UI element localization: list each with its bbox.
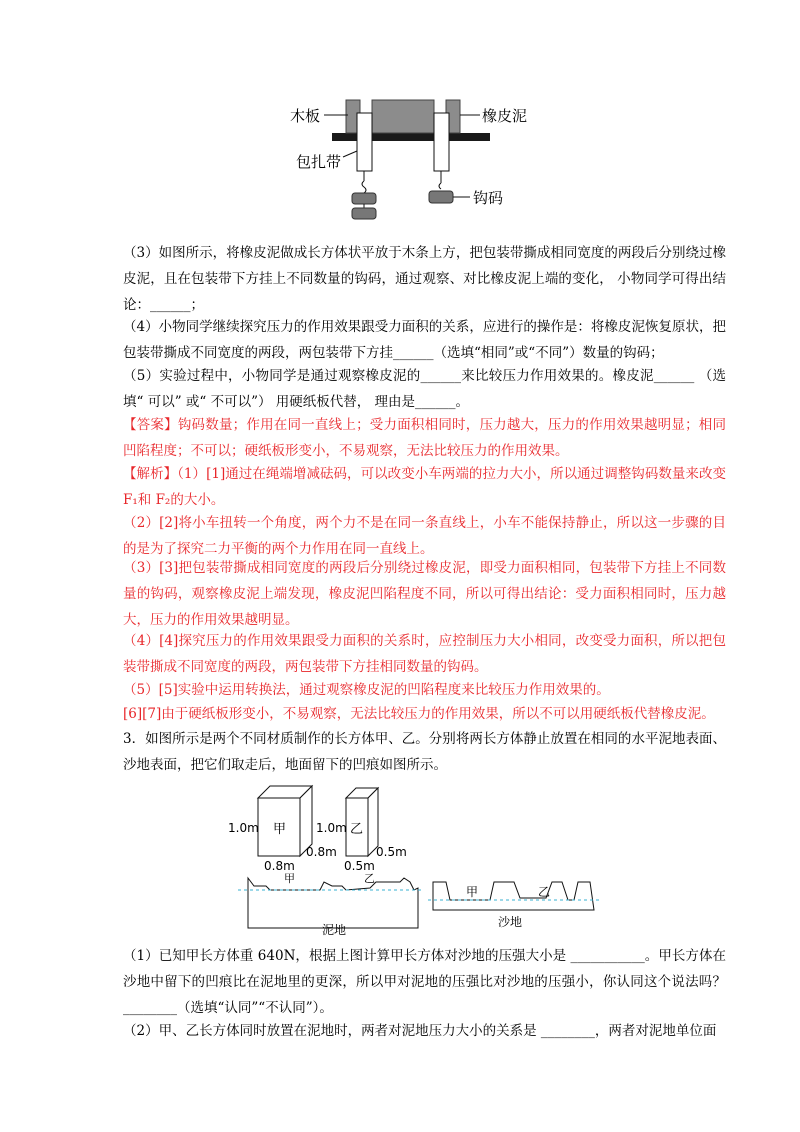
label-weight: 钩码	[473, 189, 504, 207]
problem-3-intro: 3．如图所示是两个不同材质制作的长方体甲、乙。分别将两长方体静止放置在相同的水平泥地表面、沙地表面，把它们取走后，地面留下的凹痕如图所示。	[123, 731, 726, 773]
weight-left-2	[352, 208, 376, 219]
analysis-2: （2）[2]将小车扭转一个角度，两个力不是在同一条直线上，小车不能保持静止，所以这一步骤的目的是为了探究二力平衡的两个力作用在同一直线上。	[123, 515, 726, 557]
apparatus-figure	[290, 95, 530, 220]
analysis-3: （3）[3]把包装带撕成相同宽度的两段后分别绕过橡皮泥，即受力面积相同，包装带下方挂上不同数量的钩码，观察橡皮泥上端发现，橡皮泥凹陷程度不同，所以可得出结论：受力面积相同时，压力越大，压力的作用效果越明显。	[123, 560, 726, 628]
q3-paragraph: （3）如图所示，将橡皮泥做成长方体状平放于木条上方，把包装带撕成相同宽度的两段后分别绕过橡皮泥，且在包装带下方挂上不同数量的钩码，通过观察、对比橡皮泥上端的变化， 小物同学可得出结论：______；	[123, 245, 726, 313]
yi-depth: 0.5m	[376, 845, 407, 859]
jia-label: 甲	[273, 822, 287, 837]
mud-jia: 甲	[284, 872, 295, 885]
analysis-4: （4）[4]探究压力的作用效果跟受力面积的关系时，应控制压力大小相同，改变受力面积，所以把包装带撕成不同宽度的两段，两包装带下方挂相同数量的钩码。	[123, 633, 726, 675]
label-board: 木板	[290, 107, 321, 125]
question-3-1: （1）已知甲长方体重 640N，根据上图计算甲长方体对沙地的压强大小是 ___________。甲长方体在沙地中留下的凹痕比在泥地里的更深，所以甲对泥地的压强比对沙地的压强小，你认同这个说法吗？________（选填“认同”“不认同”）。	[123, 948, 726, 1016]
jia-height: 1.0m	[228, 821, 259, 835]
analysis-1: 【解析】（1）[1]通过在绳端增减砝码，可以改变小车两端的拉力大小，所以通过调整钩码数量来改变 F₁和 F₂的大小。	[123, 466, 731, 508]
sand-jia: 甲	[466, 885, 479, 899]
analysis-tag: 【解析】	[123, 466, 178, 482]
yi-height: 1.0m	[316, 821, 347, 835]
blocks-figure	[228, 778, 608, 938]
mud-yi: 乙	[364, 872, 375, 885]
label-strap: 包扎带	[296, 153, 342, 171]
label-clay: 橡皮泥	[482, 107, 528, 125]
analysis-5: （5）[5]实验中运用转换法，通过观察橡皮泥的凹陷程度来比较压力作用效果的。	[123, 682, 610, 698]
answer-tag: 【答案】	[123, 417, 178, 433]
block-jia	[258, 786, 312, 856]
board-bar	[332, 133, 490, 141]
jia-depth: 0.8m	[306, 845, 337, 859]
left-strap	[357, 113, 372, 171]
q4-paragraph: （4）小物同学继续探究压力的作用效果跟受力面积的关系，应进行的操作是：将橡皮泥恢复原状，把包装带撕成不同宽度的两段，两包装带下方挂______（选填“相同”或“不同”）数量的钩码；	[123, 319, 726, 361]
right-strap	[434, 113, 449, 171]
sand-label: 沙地	[498, 915, 523, 929]
clay-block	[372, 100, 434, 133]
answer-paragraph: 【答案】钩码数量；作用在同一直线上；受力面积相同时，压力越大，压力的作用效果越明显；相同凹陷程度；不可以；硬纸板形变小，不易观察，无法比较压力的作用效果。	[123, 417, 727, 459]
sand-ground	[428, 882, 600, 910]
question-3-2: （2）甲、乙长方体同时放置在泥地时，两者对泥地压力大小的关系是 ________，两者对泥地单位面	[123, 1023, 717, 1039]
sand-yi: 乙	[538, 885, 551, 899]
weight-right-1	[429, 191, 453, 203]
mud-ground	[238, 878, 423, 928]
yi-label: 乙	[350, 822, 364, 837]
mud-label: 泥地	[322, 923, 347, 937]
jia-width: 0.8m	[264, 859, 295, 873]
q5-paragraph: （5）实验过程中，小物同学是通过观察橡皮泥的______来比较压力作用效果的。橡皮泥______ （选填“ 可以” 或“ 不可以”） 用硬纸板代替， 理由是______。	[123, 368, 726, 410]
weight-left-1	[352, 193, 376, 204]
analysis-6-7: [6][7]由于硬纸板形变小，不易观察，无法比较压力的作用效果，所以不可以用硬纸板代替橡皮泥。	[123, 706, 715, 722]
yi-width: 0.5m	[344, 859, 375, 873]
